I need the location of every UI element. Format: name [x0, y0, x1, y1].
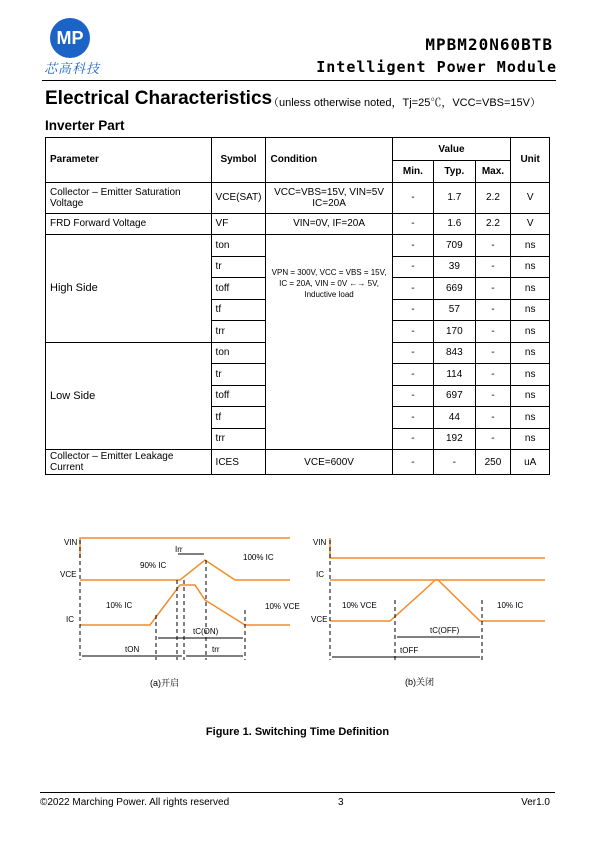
row-typ: 192: [434, 428, 475, 450]
header-symbol: Symbol: [211, 138, 266, 183]
footer-divider: [40, 792, 555, 793]
header-typ: Typ.: [434, 161, 475, 183]
label-vin-b: VIN: [313, 538, 327, 547]
row-symbol: tr: [211, 364, 266, 386]
row-symbol: tr: [211, 256, 266, 278]
row-unit: V: [511, 213, 550, 235]
table-row: [46, 182, 550, 213]
logo-initials: MP: [56, 27, 84, 48]
row-max: -: [475, 385, 511, 407]
row-max: -: [475, 278, 511, 300]
row-min: -: [392, 256, 433, 278]
label-tcoff: tC(OFF): [430, 626, 460, 635]
label-ic10-a: 10% IC: [106, 601, 133, 610]
label-irr: Irr: [175, 545, 183, 554]
row-typ: -: [434, 450, 475, 475]
table-row: [46, 213, 550, 235]
header-value: Value: [392, 138, 511, 161]
row-parameter: FRD Forward Voltage: [46, 213, 212, 235]
row-unit: ns: [511, 256, 550, 278]
label-vce10-a: 10% VCE: [265, 602, 300, 611]
row-unit: ns: [511, 321, 550, 343]
row-min: -: [392, 278, 433, 300]
row-min: -: [392, 342, 433, 364]
row-typ: 669: [434, 278, 475, 300]
label-trr: trr: [212, 645, 220, 654]
row-min: -: [392, 321, 433, 343]
row-min: -: [392, 299, 433, 321]
label-vin-a: VIN: [64, 538, 78, 547]
row-min: -: [392, 407, 433, 429]
high-side-label: High Side: [46, 235, 212, 343]
footer-version: Ver1.0: [521, 797, 550, 808]
subsection-title: Inverter Part: [45, 118, 125, 133]
row-max: -: [475, 342, 511, 364]
header-condition: Condition: [266, 138, 392, 183]
row-typ: 44: [434, 407, 475, 429]
row-symbol: toff: [211, 278, 266, 300]
label-toff: tOFF: [400, 646, 419, 655]
row-unit: ns: [511, 364, 550, 386]
row-parameter: Collector – Emitter Leakage Current: [46, 450, 212, 475]
low-side-label: Low Side: [46, 342, 212, 450]
row-typ: 114: [434, 364, 475, 386]
page-number: 3: [338, 797, 344, 808]
row-unit: ns: [511, 235, 550, 257]
row-unit: ns: [511, 299, 550, 321]
row-max: 2.2: [475, 182, 511, 213]
electrical-characteristics-table: [45, 137, 550, 475]
row-max: 2.2: [475, 213, 511, 235]
row-symbol: ICES: [211, 450, 266, 475]
label-ic-b: IC: [316, 570, 324, 579]
company-logo: [50, 18, 90, 58]
label-ic90: 90% IC: [140, 561, 167, 570]
row-typ: 1.7: [434, 182, 475, 213]
header-max: Max.: [475, 161, 511, 183]
table-row: [46, 235, 550, 257]
row-max: -: [475, 364, 511, 386]
label-ic-a: IC: [66, 615, 74, 624]
part-number: MPBM20N60BTB: [425, 35, 553, 54]
label-vce10-b: 10% VCE: [342, 601, 377, 610]
row-unit: uA: [511, 450, 550, 475]
row-unit: ns: [511, 342, 550, 364]
row-min: -: [392, 235, 433, 257]
row-symbol: VCE(SAT): [211, 182, 266, 213]
row-symbol: ton: [211, 342, 266, 364]
waveform-a: [80, 538, 290, 625]
row-symbol: tf: [211, 299, 266, 321]
figure-caption: Figure 1. Switching Time Definition: [205, 726, 390, 738]
label-tcon: tC(ON): [193, 627, 219, 636]
row-parameter: Collector – Emitter Saturation Voltage: [46, 182, 212, 213]
footer-copyright: ©2022 Marching Power. All rights reserved: [40, 797, 230, 808]
row-min: -: [392, 364, 433, 386]
label-vce-b: VCE: [311, 615, 328, 624]
switching-condition: VPN = 300V, VCC = VBS = 15V, IC = 20A, VIN = 0V ←→ 5V, Inductive load: [266, 235, 392, 450]
row-typ: 697: [434, 385, 475, 407]
row-max: -: [475, 428, 511, 450]
header-parameter: Parameter: [46, 138, 212, 183]
row-symbol: trr: [211, 428, 266, 450]
label-b: (b)关闭: [405, 677, 434, 687]
row-max: -: [475, 299, 511, 321]
row-unit: V: [511, 182, 550, 213]
vin-waveform-b: [330, 538, 545, 558]
label-ton: tON: [125, 645, 140, 654]
row-min: -: [392, 182, 433, 213]
row-unit: ns: [511, 407, 550, 429]
header-divider: [42, 80, 556, 81]
row-max: -: [475, 256, 511, 278]
table-row: [46, 450, 550, 475]
vce-waveform-a: [80, 560, 290, 580]
row-unit: ns: [511, 278, 550, 300]
header-unit: Unit: [511, 138, 550, 183]
row-condition: VCC=VBS=15V, VIN=5V IC=20A: [266, 182, 392, 213]
label-ic100: 100% IC: [243, 553, 274, 562]
row-max: -: [475, 235, 511, 257]
switching-time-diagram: [0, 525, 595, 705]
row-unit: ns: [511, 428, 550, 450]
row-typ: 57: [434, 299, 475, 321]
row-symbol: toff: [211, 385, 266, 407]
row-symbol: trr: [211, 321, 266, 343]
document-subtitle: Intelligent Power Module: [316, 58, 557, 76]
section-title: Electrical Characteristics: [45, 88, 273, 109]
row-typ: 843: [434, 342, 475, 364]
row-max: -: [475, 407, 511, 429]
row-typ: 1.6: [434, 213, 475, 235]
row-min: -: [392, 428, 433, 450]
row-condition: VIN=0V, IF=20A: [266, 213, 392, 235]
row-unit: ns: [511, 385, 550, 407]
row-symbol: VF: [211, 213, 266, 235]
row-max: -: [475, 321, 511, 343]
label-ic10-b: 10% IC: [497, 601, 524, 610]
row-typ: 170: [434, 321, 475, 343]
logo-tagline: 芯高科技: [44, 62, 101, 77]
row-typ: 39: [434, 256, 475, 278]
row-min: -: [392, 450, 433, 475]
section-conditions: （unless otherwise noted，Tj=25℃，VCC=VBS=15V）: [268, 97, 541, 109]
row-max: 250: [475, 450, 511, 475]
header-min: Min.: [392, 161, 433, 183]
row-condition: VCE=600V: [266, 450, 392, 475]
dashed-guides-a: [80, 540, 245, 660]
row-min: -: [392, 385, 433, 407]
row-typ: 709: [434, 235, 475, 257]
row-symbol: tf: [211, 407, 266, 429]
label-a: (a)开启: [150, 678, 179, 688]
row-symbol: ton: [211, 235, 266, 257]
row-min: -: [392, 213, 433, 235]
label-vce-a: VCE: [60, 570, 77, 579]
